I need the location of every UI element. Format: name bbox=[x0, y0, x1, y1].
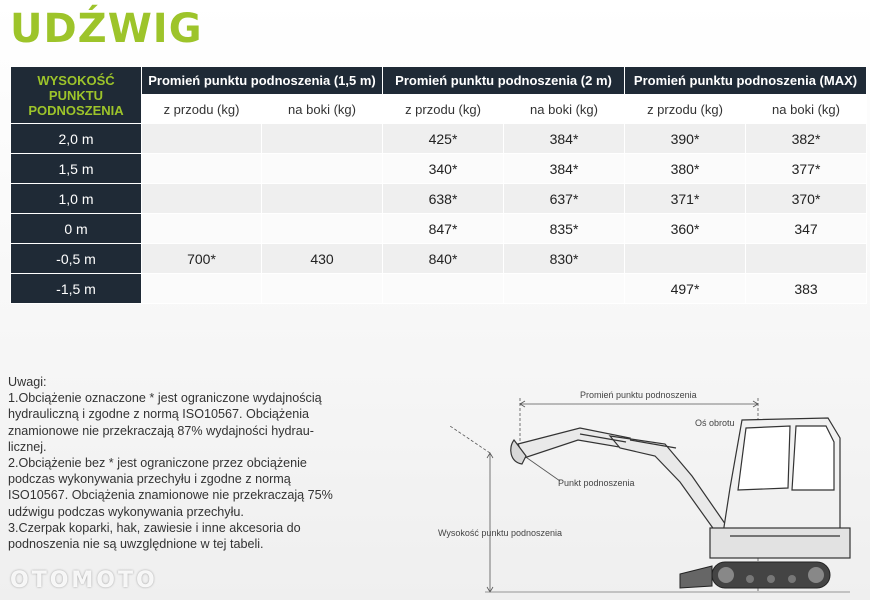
table-cell: 360* bbox=[625, 214, 746, 244]
notes-line: 3.Czerpak koparki, hak, zawiesie i inne akcesoria do bbox=[8, 520, 301, 535]
subheader-side: na boki (kg) bbox=[504, 95, 625, 124]
row-height-label: 0 m bbox=[11, 214, 142, 244]
page-title: UDŹWIG bbox=[10, 6, 203, 52]
notes-line: 2.Obciążenie bez * jest ograniczone przez obciążenie bbox=[8, 456, 307, 471]
watermark-logo: OTOMOTO bbox=[10, 568, 158, 593]
excavator-illustration bbox=[430, 378, 870, 600]
table-row bbox=[11, 214, 867, 244]
table-cell bbox=[625, 244, 746, 274]
radius-label: Promień punktu podnoszenia bbox=[580, 390, 697, 400]
notes-line: ISO10567. Obciążenia znamionowe nie przekraczają 75% bbox=[8, 488, 333, 503]
group-header-max: Promień punktu podnoszenia (MAX) bbox=[625, 67, 867, 95]
table-cell: 383 bbox=[746, 274, 867, 304]
lift-capacity-table bbox=[10, 66, 867, 304]
table-cell: 637* bbox=[504, 184, 625, 214]
table-cell: 847* bbox=[383, 214, 504, 244]
table-cell: 830* bbox=[504, 244, 625, 274]
row-height-label: -1,5 m bbox=[11, 274, 142, 304]
corner-header: WYSOKOŚĆ PUNKTU PODNOSZENIA bbox=[11, 67, 142, 124]
table-cell: 840* bbox=[383, 244, 504, 274]
table-row bbox=[11, 124, 867, 154]
table-row bbox=[11, 184, 867, 214]
table-row bbox=[11, 274, 867, 304]
excavator-diagram bbox=[430, 378, 870, 600]
group-header-1-5m: Promień punktu podnoszenia (1,5 m) bbox=[142, 67, 383, 95]
rotation-axis-label: Oś obrotu bbox=[695, 418, 735, 428]
subheader-front: z przodu (kg) bbox=[383, 95, 504, 124]
table-cell: 497* bbox=[625, 274, 746, 304]
table-cell: 340* bbox=[383, 154, 504, 184]
row-height-label: -0,5 m bbox=[11, 244, 142, 274]
table-row bbox=[11, 244, 867, 274]
notes-line: 1.Obciążenie oznaczone * jest ograniczone wydajnością bbox=[8, 391, 322, 406]
table-cell bbox=[262, 154, 383, 184]
notes-line: podnoszenia nie są uwzględnione w tej tabeli. bbox=[8, 537, 264, 552]
table-cell bbox=[142, 274, 262, 304]
subheader-front: z przodu (kg) bbox=[142, 95, 262, 124]
row-height-label: 1,0 m bbox=[11, 184, 142, 214]
table-cell: 430 bbox=[262, 244, 383, 274]
table-cell: 380* bbox=[625, 154, 746, 184]
table-cell: 384* bbox=[504, 154, 625, 184]
lift-height-label: Wysokość punktu podnoszenia bbox=[438, 528, 562, 538]
table-cell: 384* bbox=[504, 124, 625, 154]
row-height-label: 1,5 m bbox=[11, 154, 142, 184]
table-cell bbox=[142, 154, 262, 184]
notes-line: hydrauliczną i zgodne z normą ISO10567. Obciążenia bbox=[8, 407, 310, 422]
subheader-front: z przodu (kg) bbox=[625, 95, 746, 124]
table-row bbox=[11, 154, 867, 184]
notes-line: podczas wykonywania przechyłu i zgodne z normą bbox=[8, 472, 291, 487]
table-cell: 700* bbox=[142, 244, 262, 274]
table-cell: 390* bbox=[625, 124, 746, 154]
table-cell: 638* bbox=[383, 184, 504, 214]
table-cell: 347 bbox=[746, 214, 867, 244]
table-cell bbox=[262, 184, 383, 214]
table-cell bbox=[142, 124, 262, 154]
notes-heading: Uwagi: bbox=[8, 375, 47, 389]
notes-section bbox=[8, 374, 358, 552]
table-cell: 370* bbox=[746, 184, 867, 214]
table-cell: 371* bbox=[625, 184, 746, 214]
table-cell: 835* bbox=[504, 214, 625, 244]
group-header-2m: Promień punktu podnoszenia (2 m) bbox=[383, 67, 625, 95]
table-cell bbox=[262, 124, 383, 154]
table-cell bbox=[383, 274, 504, 304]
table-cell: 377* bbox=[746, 154, 867, 184]
table-cell bbox=[142, 214, 262, 244]
subheader-side: na boki (kg) bbox=[746, 95, 867, 124]
table-cell: 382* bbox=[746, 124, 867, 154]
subheader-side: na boki (kg) bbox=[262, 95, 383, 124]
notes-line: udźwigu podczas wykonywania przechyłu. bbox=[8, 504, 244, 519]
table-cell bbox=[142, 184, 262, 214]
table-cell bbox=[262, 214, 383, 244]
lift-point-label: Punkt podnoszenia bbox=[558, 478, 635, 488]
notes-line: znamionowe nie przekraczają 87% wydajności hydrau- bbox=[8, 423, 314, 438]
excavator-tracks bbox=[680, 562, 830, 588]
table-cell bbox=[504, 274, 625, 304]
notes-line: licznej. bbox=[8, 439, 47, 454]
table-cell: 425* bbox=[383, 124, 504, 154]
table-cell bbox=[746, 244, 867, 274]
table-cell bbox=[262, 274, 383, 304]
row-height-label: 2,0 m bbox=[11, 124, 142, 154]
excavator-cab bbox=[710, 418, 850, 558]
